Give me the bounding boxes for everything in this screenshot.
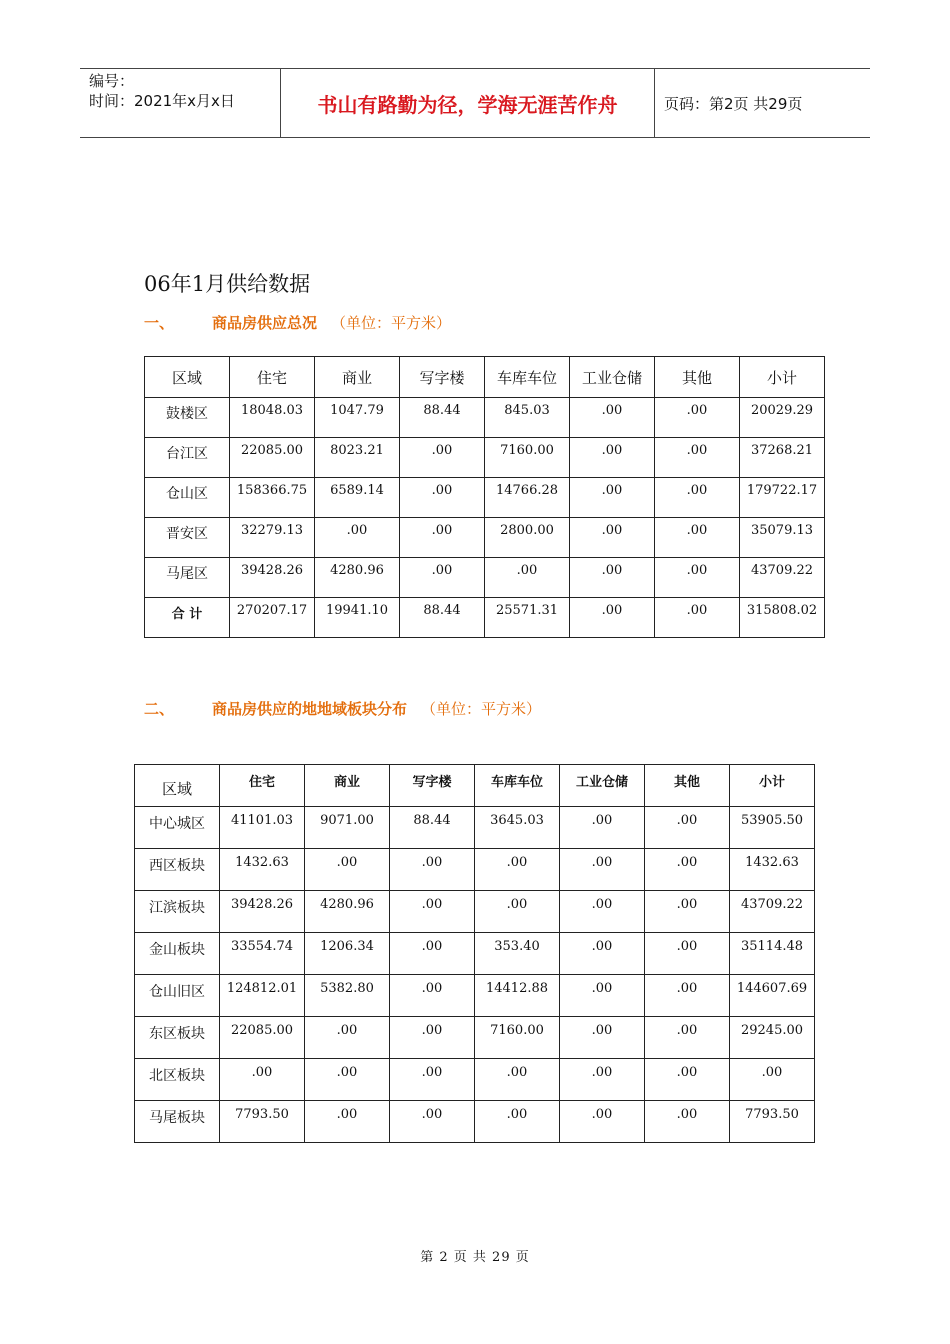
table-cell: 8023.21 xyxy=(315,438,400,478)
table-cell: 9071.00 xyxy=(305,807,390,849)
row-label-cell: 北区板块 xyxy=(135,1059,220,1101)
table-cell: 4280.96 xyxy=(305,891,390,933)
table-cell: 20029.29 xyxy=(740,398,825,438)
district-distribution-table xyxy=(134,764,815,1143)
table-cell: .00 xyxy=(390,1059,475,1101)
table-cell: .00 xyxy=(730,1059,815,1101)
table-cell: 7793.50 xyxy=(730,1101,815,1143)
table-cell: .00 xyxy=(655,398,740,438)
table-cell: 88.44 xyxy=(400,398,485,438)
table-row xyxy=(135,975,815,1017)
table-cell: .00 xyxy=(305,1059,390,1101)
row-label-cell: 西区板块 xyxy=(135,849,220,891)
table-cell: 845.03 xyxy=(485,398,570,438)
table-row xyxy=(135,1059,815,1101)
table-row xyxy=(145,478,825,518)
header-time: 时间：2021年x月x日 xyxy=(89,92,235,110)
table-cell: .00 xyxy=(305,1101,390,1143)
column-header: 写字楼 xyxy=(400,357,485,398)
table-cell: .00 xyxy=(570,598,655,638)
table-row xyxy=(135,807,815,849)
table-cell: 88.44 xyxy=(400,598,485,638)
table-cell: .00 xyxy=(560,849,645,891)
supply-summary-table xyxy=(144,356,825,638)
row-label-cell: 台江区 xyxy=(145,438,230,478)
table-cell: .00 xyxy=(390,849,475,891)
table-cell: .00 xyxy=(390,933,475,975)
table-cell: 53905.50 xyxy=(730,807,815,849)
table-row xyxy=(145,598,825,638)
table-cell: .00 xyxy=(560,933,645,975)
table-cell: .00 xyxy=(645,807,730,849)
table-cell: 179722.17 xyxy=(740,478,825,518)
table-cell: .00 xyxy=(570,478,655,518)
table-cell: .00 xyxy=(390,1101,475,1143)
section-2-heading xyxy=(144,698,541,719)
table-header-row xyxy=(145,357,825,398)
table-cell: .00 xyxy=(400,558,485,598)
section-2-number: 二、 xyxy=(144,700,175,718)
row-label-cell: 中心城区 xyxy=(135,807,220,849)
table-row xyxy=(145,518,825,558)
table-cell: .00 xyxy=(570,398,655,438)
table-cell: .00 xyxy=(645,1059,730,1101)
column-header: 小计 xyxy=(740,357,825,398)
table-cell: .00 xyxy=(645,891,730,933)
table-cell: 88.44 xyxy=(390,807,475,849)
table-cell: 124812.01 xyxy=(220,975,305,1017)
table-cell: .00 xyxy=(400,478,485,518)
table-cell: 5382.80 xyxy=(305,975,390,1017)
table-cell: .00 xyxy=(560,1059,645,1101)
table-cell: 18048.03 xyxy=(230,398,315,438)
table-cell: .00 xyxy=(560,1017,645,1059)
table-cell: 35079.13 xyxy=(740,518,825,558)
table-row xyxy=(135,891,815,933)
table-cell: 25571.31 xyxy=(485,598,570,638)
table-cell: .00 xyxy=(655,518,740,558)
table-cell: .00 xyxy=(570,558,655,598)
table-row xyxy=(135,1101,815,1143)
table-cell: 39428.26 xyxy=(230,558,315,598)
table-cell: 7160.00 xyxy=(485,438,570,478)
row-label-cell: 江滨板块 xyxy=(135,891,220,933)
table-cell: .00 xyxy=(475,1101,560,1143)
row-label-cell: 仓山区 xyxy=(145,478,230,518)
column-header: 车库车位 xyxy=(475,765,560,807)
column-header: 车库车位 xyxy=(485,357,570,398)
section-2-title: 商品房供应的地地域板块分布 xyxy=(212,700,408,718)
table-cell: 158366.75 xyxy=(230,478,315,518)
column-header: 写字楼 xyxy=(390,765,475,807)
table-cell: .00 xyxy=(655,598,740,638)
header-motto: 书山有路勤为径，学海无涯苦作舟 xyxy=(281,69,655,137)
header-number: 编号： xyxy=(89,72,135,90)
table-cell: 1432.63 xyxy=(730,849,815,891)
table-cell: 353.40 xyxy=(475,933,560,975)
table-cell: .00 xyxy=(400,518,485,558)
section-1-title: 商品房供应总况 xyxy=(212,314,318,332)
table-cell: .00 xyxy=(645,1101,730,1143)
table-cell: 29245.00 xyxy=(730,1017,815,1059)
row-label-cell: 仓山旧区 xyxy=(135,975,220,1017)
table-cell: .00 xyxy=(390,975,475,1017)
column-header: 工业仓储 xyxy=(570,357,655,398)
table-cell: 3645.03 xyxy=(475,807,560,849)
table-cell: .00 xyxy=(560,807,645,849)
column-header: 住宅 xyxy=(230,357,315,398)
column-header: 商业 xyxy=(305,765,390,807)
header-page-number: 页码：第2页 共29页 xyxy=(664,94,803,113)
table-cell: .00 xyxy=(645,1017,730,1059)
table-cell: .00 xyxy=(570,438,655,478)
column-header: 工业仓储 xyxy=(560,765,645,807)
table-cell: 14766.28 xyxy=(485,478,570,518)
table-cell: 315808.02 xyxy=(740,598,825,638)
table-cell: .00 xyxy=(560,891,645,933)
column-header: 其他 xyxy=(645,765,730,807)
table-cell: .00 xyxy=(560,975,645,1017)
table-row xyxy=(145,438,825,478)
table-cell: 37268.21 xyxy=(740,438,825,478)
table-cell: 39428.26 xyxy=(220,891,305,933)
table-cell: 7793.50 xyxy=(220,1101,305,1143)
table-cell: .00 xyxy=(485,558,570,598)
table-cell: 1432.63 xyxy=(220,849,305,891)
table-cell: 19941.10 xyxy=(315,598,400,638)
table-cell: 1206.34 xyxy=(305,933,390,975)
table-cell: 33554.74 xyxy=(220,933,305,975)
table-cell: 32279.13 xyxy=(230,518,315,558)
row-label-cell: 马尾区 xyxy=(145,558,230,598)
table-cell: 43709.22 xyxy=(740,558,825,598)
table-cell: 2800.00 xyxy=(485,518,570,558)
column-header: 住宅 xyxy=(220,765,305,807)
section-1-number: 一、 xyxy=(144,314,175,332)
column-header: 其他 xyxy=(655,357,740,398)
table-row xyxy=(145,558,825,598)
table-cell: 144607.69 xyxy=(730,975,815,1017)
table-cell: .00 xyxy=(475,891,560,933)
table-cell: .00 xyxy=(645,849,730,891)
table-row xyxy=(135,849,815,891)
table-cell: 270207.17 xyxy=(230,598,315,638)
row-label-cell: 合 计 xyxy=(145,598,230,638)
section-2-unit: （单位：平方米） xyxy=(421,700,542,718)
table-cell: .00 xyxy=(390,891,475,933)
table-cell: .00 xyxy=(305,1017,390,1059)
table-row xyxy=(135,933,815,975)
table-cell: .00 xyxy=(655,478,740,518)
table-cell: .00 xyxy=(220,1059,305,1101)
table-cell: .00 xyxy=(400,438,485,478)
row-label-cell: 金山板块 xyxy=(135,933,220,975)
table-row xyxy=(145,398,825,438)
table-cell: .00 xyxy=(570,518,655,558)
row-label-cell: 晋安区 xyxy=(145,518,230,558)
row-label-cell: 鼓楼区 xyxy=(145,398,230,438)
table-cell: .00 xyxy=(645,933,730,975)
column-header: 区域 xyxy=(145,357,230,398)
table-cell: .00 xyxy=(390,1017,475,1059)
page-header xyxy=(80,68,870,138)
column-header: 区域 xyxy=(135,765,220,807)
table-cell: 7160.00 xyxy=(475,1017,560,1059)
table-header-row xyxy=(135,765,815,807)
table-cell: 4280.96 xyxy=(315,558,400,598)
column-header: 商业 xyxy=(315,357,400,398)
table-cell: .00 xyxy=(475,1059,560,1101)
table-cell: .00 xyxy=(645,975,730,1017)
row-label-cell: 东区板块 xyxy=(135,1017,220,1059)
column-header: 小计 xyxy=(730,765,815,807)
table-cell: .00 xyxy=(560,1101,645,1143)
table-cell: .00 xyxy=(655,438,740,478)
table-cell: .00 xyxy=(475,849,560,891)
table-row xyxy=(135,1017,815,1059)
header-meta xyxy=(80,69,281,137)
table-cell: .00 xyxy=(305,849,390,891)
table-cell: 22085.00 xyxy=(220,1017,305,1059)
table-cell: 41101.03 xyxy=(220,807,305,849)
section-1-unit: （单位：平方米） xyxy=(331,314,452,332)
table-cell: 22085.00 xyxy=(230,438,315,478)
page-footer: 第 2 页 共 29 页 xyxy=(420,1250,530,1265)
table-cell: .00 xyxy=(315,518,400,558)
section-1-heading xyxy=(144,312,451,333)
row-label-cell: 马尾板块 xyxy=(135,1101,220,1143)
table-cell: 43709.22 xyxy=(730,891,815,933)
table-cell: 1047.79 xyxy=(315,398,400,438)
table-cell: 14412.88 xyxy=(475,975,560,1017)
table-cell: 6589.14 xyxy=(315,478,400,518)
table-cell: .00 xyxy=(655,558,740,598)
table-cell: 35114.48 xyxy=(730,933,815,975)
document-title: 06年1月供给数据 xyxy=(144,272,311,296)
